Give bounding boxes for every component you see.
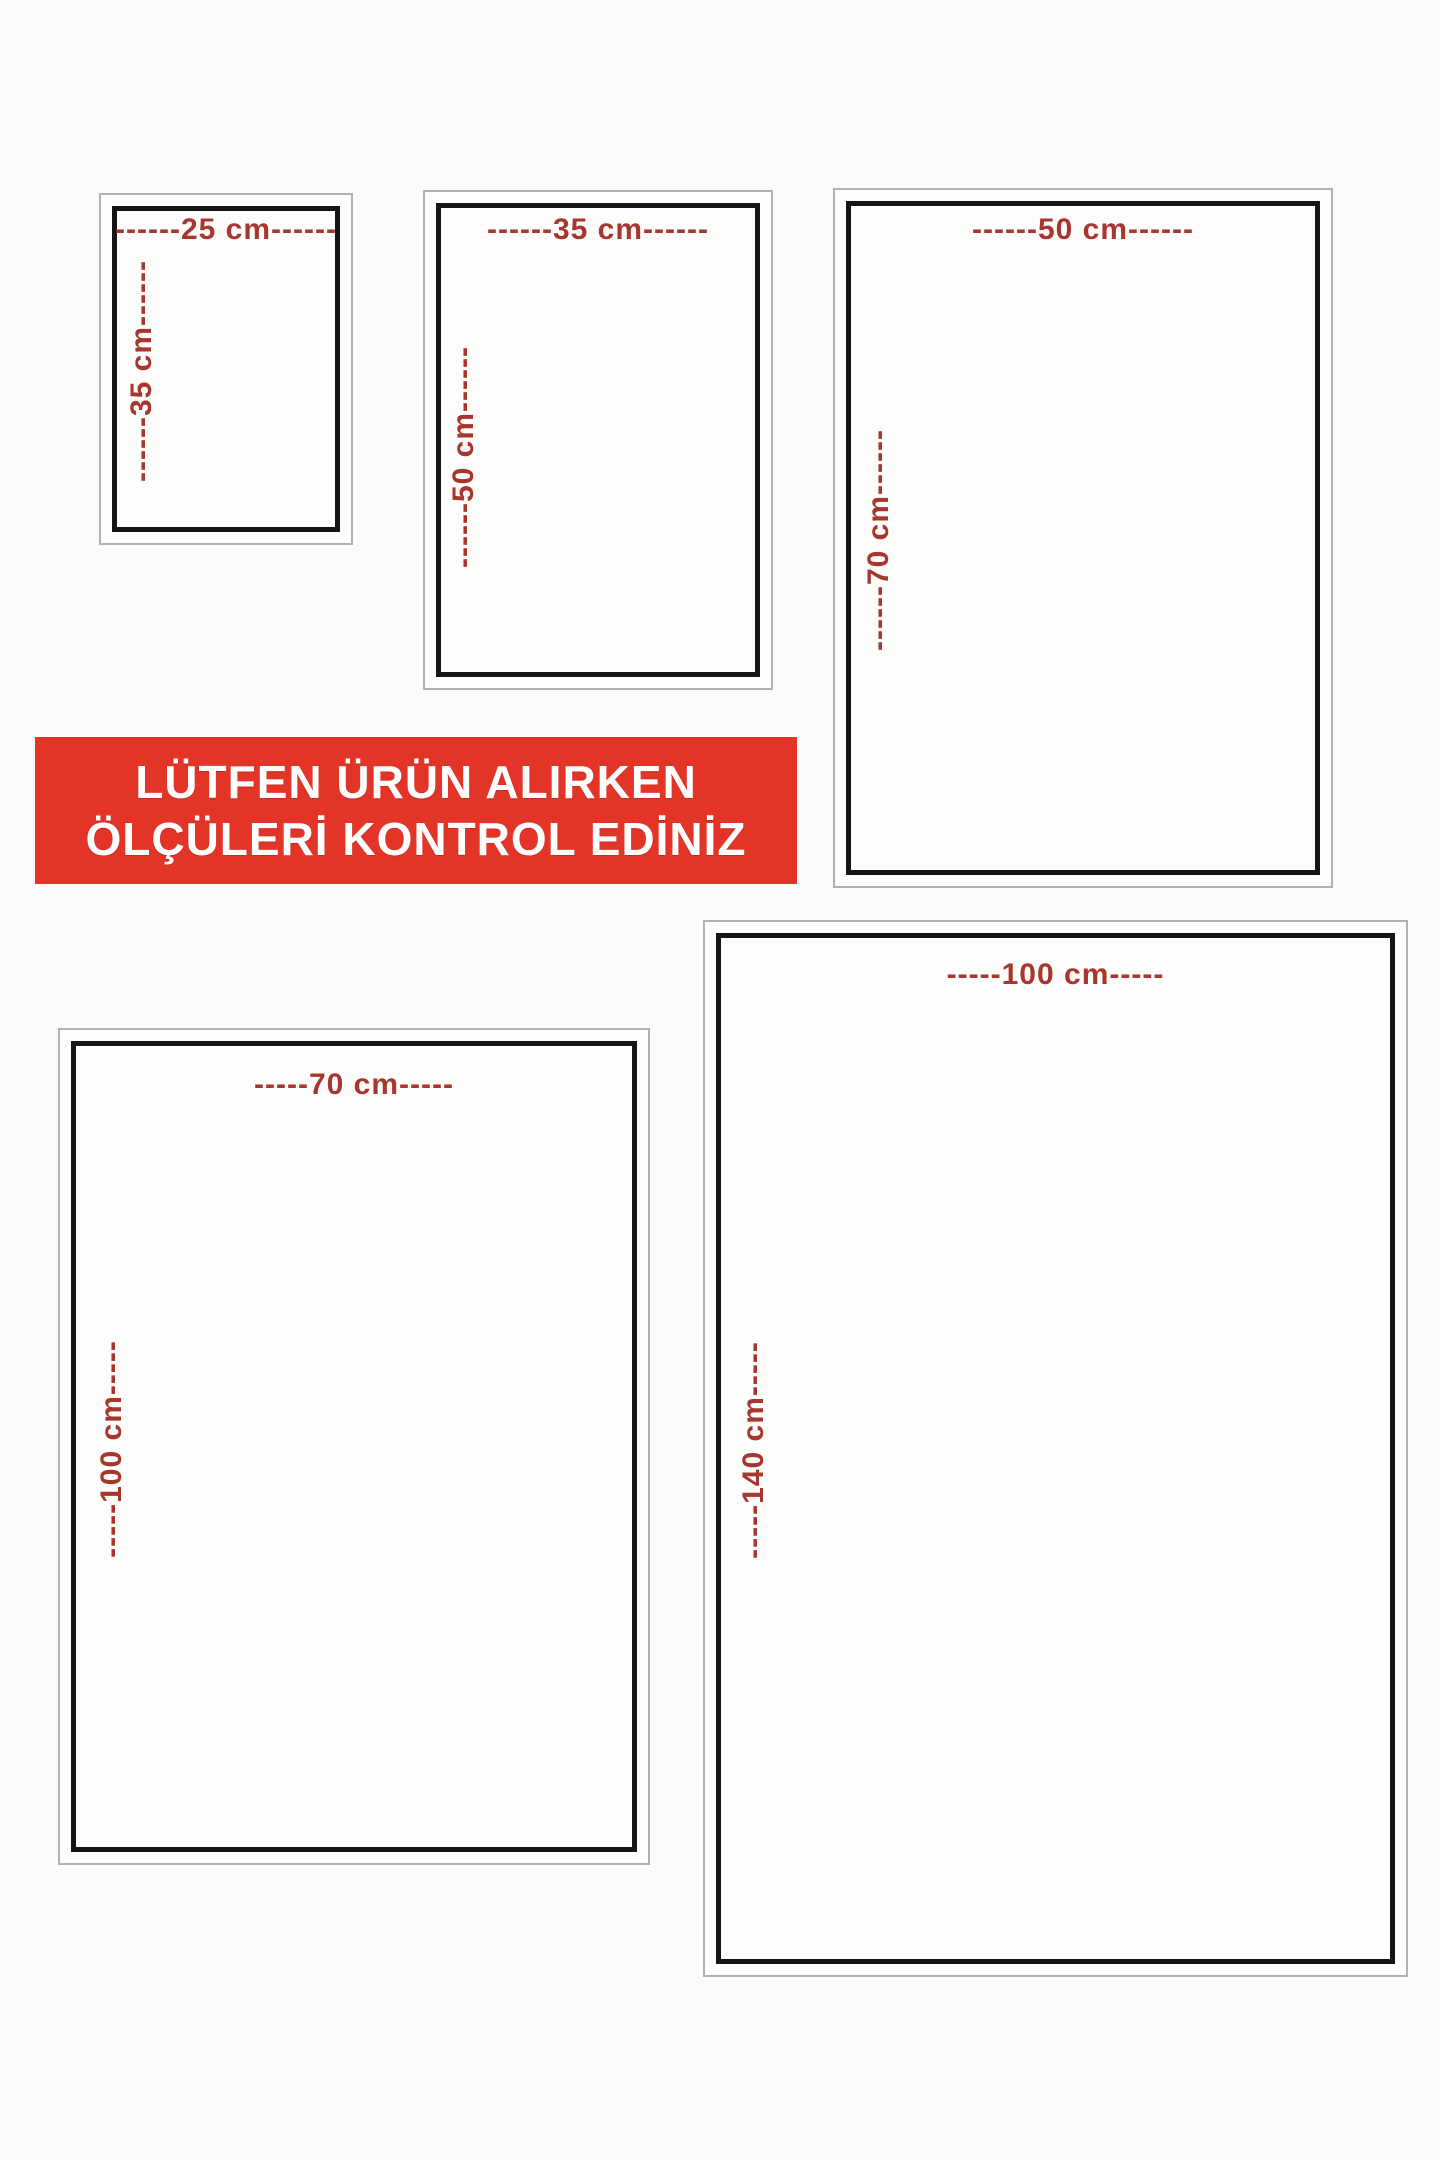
width-dimension-label-70cm: -----70 cm----- [254, 1068, 454, 1101]
height-dimension-label-50cm: ------50 cm------ [447, 346, 480, 568]
size-frame-100x140-inner-border [716, 933, 1395, 1964]
width-dimension-label-25cm: ------25 cm------ [115, 213, 337, 246]
width-dimension-label-35cm: ------35 cm------ [487, 213, 709, 246]
size-frame-50x70 [833, 188, 1333, 888]
height-dimension-label-100cm: -----100 cm----- [95, 1340, 128, 1558]
size-frame-50x70-inner-border [846, 201, 1320, 875]
height-dimension-label-70cm: ------70 cm------ [862, 429, 895, 651]
size-frame-70x100-inner-border [71, 1041, 637, 1852]
size-frame-70x100 [58, 1028, 650, 1865]
warning-banner-line1: LÜTFEN ÜRÜN ALIRKEN [135, 755, 697, 808]
size-frame-35x50-inner-border [436, 203, 760, 677]
height-dimension-label-140cm: -----140 cm----- [737, 1341, 770, 1559]
measurement-warning-banner [35, 737, 797, 884]
size-frame-100x140 [703, 920, 1408, 1977]
height-dimension-label-35cm: ------35 cm------ [125, 260, 158, 482]
width-dimension-label-50cm: ------50 cm------ [972, 213, 1194, 246]
size-frame-35x50 [423, 190, 773, 690]
width-dimension-label-100cm: -----100 cm----- [946, 958, 1165, 991]
size-frame-25x35 [99, 193, 353, 545]
warning-banner-line2: ÖLÇÜLERİ KONTROL EDİNİZ [85, 812, 747, 865]
